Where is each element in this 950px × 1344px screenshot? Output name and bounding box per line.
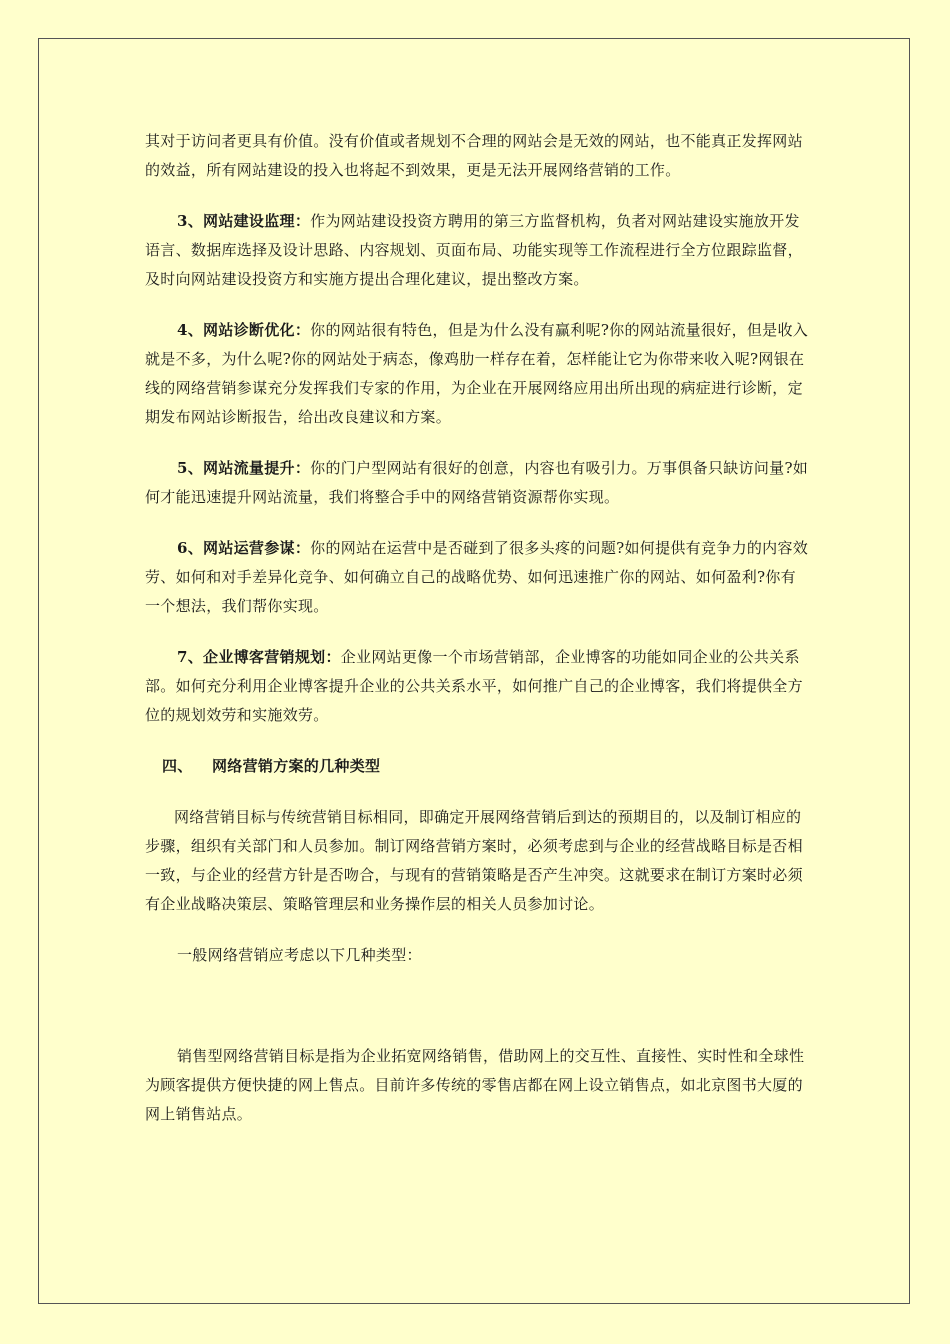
sales-paragraph: 销售型网络营销目标是指为企业拓宽网络销售，借助网上的交互性、直接性、实时性和全球性为顾客提供方便快捷的网上售点。目前许多传统的零售店都在网上设立销售点，如北京图书大厦的网上销售站点。 <box>145 1047 805 1123</box>
service-text: 你的网站很有特色，但是为什么没有赢利呢?你的网站流量很好，但是收入就是不多，为什么呢?你的网站处于病态，像鸡肋一样存在着，怎样能让它为你带来收入呢?网银在线的网络营销参谋充分发挥我们专家的作用，为企业在开展网络应用出所出现的病症进行诊断，定期发布网站诊断报告，给出改良建议和方案。 <box>145 321 809 426</box>
service-text: 你的门户型网站有很好的创意，内容也有吸引力。万事俱备只缺访问量?如何才能迅速提升网站流量，我们将整合手中的网络营销资源帮你实现。 <box>145 459 809 506</box>
section-number: 四、 <box>162 757 193 775</box>
document-body <box>145 127 810 1151</box>
service-label: 6、网站运营参谋： <box>177 539 311 557</box>
service-item-traffic <box>145 454 810 512</box>
section-heading <box>145 752 810 781</box>
service-text: 你的网站在运营中是否碰到了很多头疼的问题?如何提供有竞争力的内容效劳、如何和对手差异化竞争、如何确立自己的战略优势、如何迅速推广你的网站、如何盈利?你有一个想法，我们帮你实现。 <box>145 539 809 615</box>
service-text: 企业网站更像一个市场营销部，企业博客的功能如同企业的公共关系部。如何充分利用企业博客提升企业的公共关系水平，如何推广自己的企业博客，我们将提供全方位的规划效劳和实施效劳。 <box>145 648 803 724</box>
blank-space <box>145 970 810 1042</box>
service-text: 作为网站建设投资方聘用的第三方监督机构，负者对网站建设实施放开发语言、数据库选择及设计思路、内容规划、页面布局、功能实现等工作流程进行全方位跟踪监督，及时向网站建设投资方和实施方提出合理化建议，提出整改方案。 <box>145 212 803 288</box>
goal-paragraph: 网络营销目标与传统营销目标相同，即确定开展网络营销后到达的预期目的，以及制订相应的步骤，组织有关部门和人员参加。制订网络营销方案时，必须考虑到与企业的经营战略目标是否相一致，与企业的经营方针是否吻合，与现有的营销策略是否产生冲突。这就要求在制订方案时必须有企业战略决策层、策略管理层和业务操作层的相关人员参加讨论。 <box>145 808 803 913</box>
service-label: 7、企业博客营销规划： <box>177 648 341 666</box>
section-title: 网络营销方案的几种类型 <box>212 757 381 775</box>
service-item-supervision <box>145 207 810 294</box>
service-item-diagnosis <box>145 316 810 432</box>
service-item-blog <box>145 643 810 730</box>
service-label: 4、网站诊断优化： <box>177 321 311 339</box>
service-label: 5、网站流量提升： <box>177 459 311 477</box>
service-item-operations <box>145 534 810 621</box>
intro-paragraph: 其对于访问者更具有价值。没有价值或者规划不合理的网站会是无效的网站，也不能真正发挥网站的效益，所有网站建设的投入也将起不到效果，更是无法开展网络营销的工作。 <box>145 132 803 179</box>
types-intro-paragraph: 一般网络营销应考虑以下几种类型： <box>177 946 422 964</box>
service-label: 3、网站建设监理： <box>177 212 311 230</box>
